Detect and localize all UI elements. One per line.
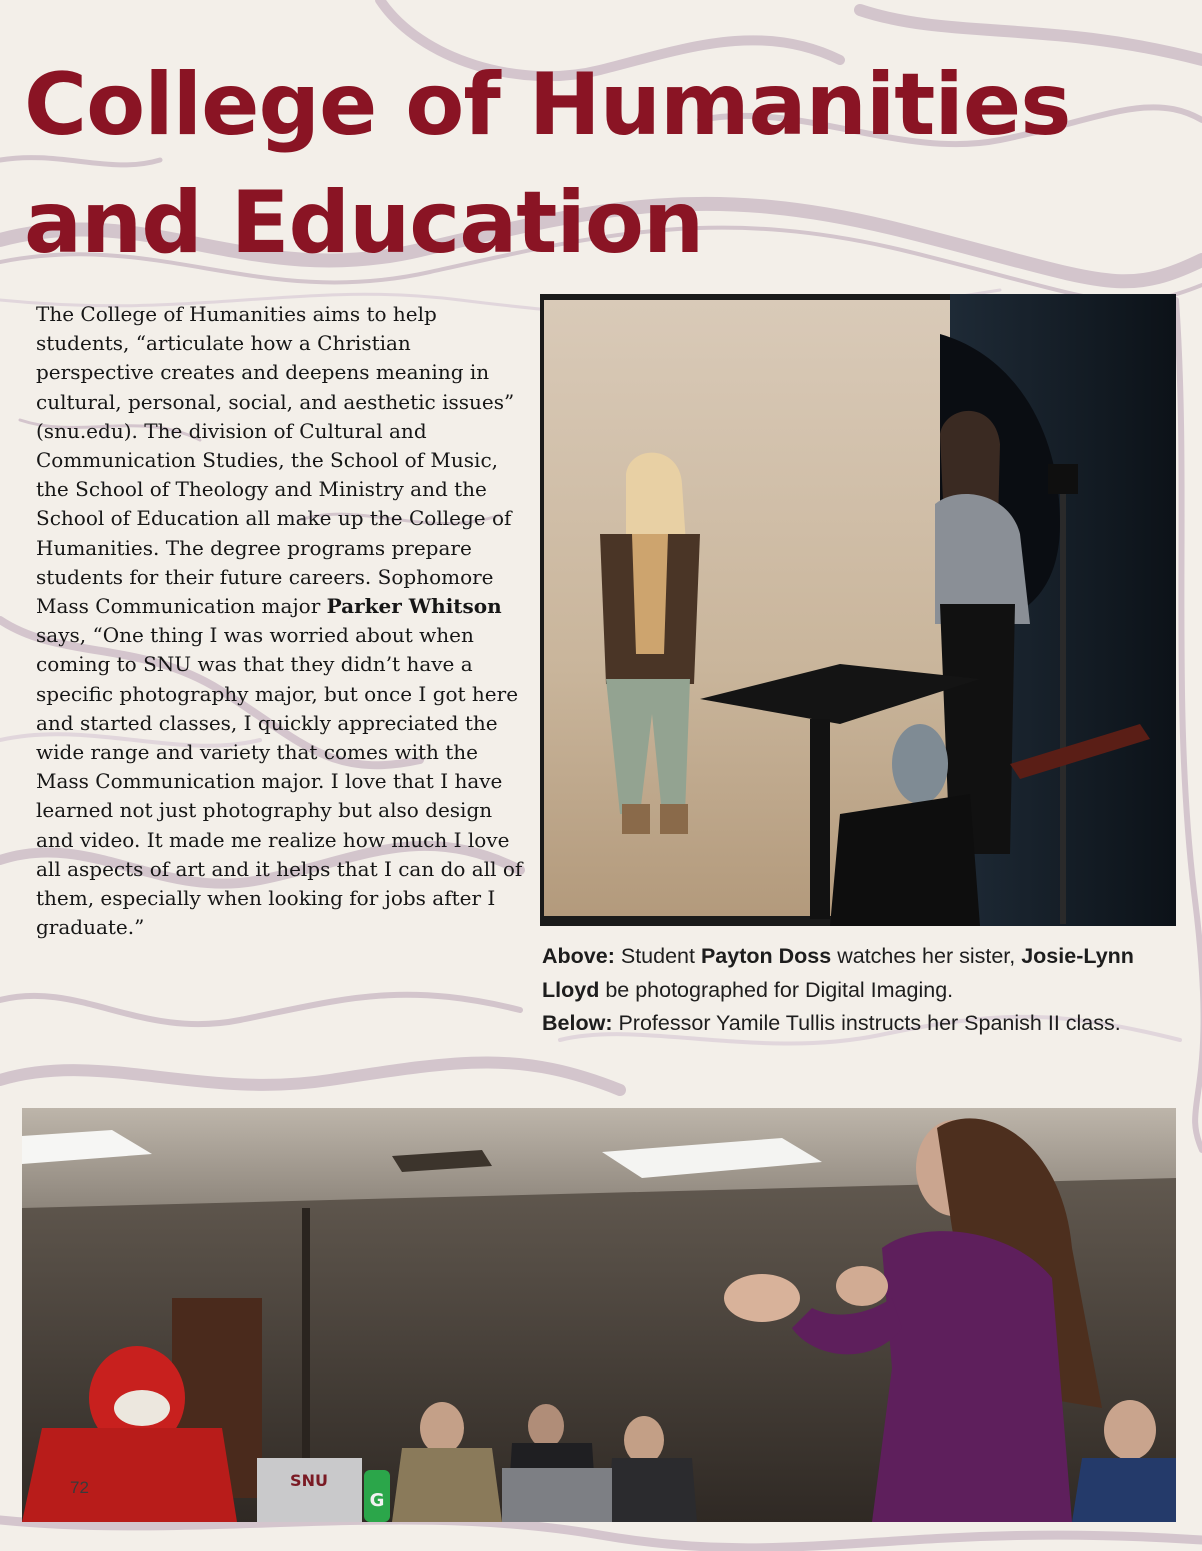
page-title [24,46,1070,282]
classroom-photo [22,1108,1176,1522]
caption-below [542,1007,1172,1041]
caption-above-text-2: watches her sister, [837,944,1016,968]
caption-above-label: Above: [542,944,615,968]
caption-above-text-1: Student [620,944,695,968]
caption-name-payton: Payton Doss [700,944,832,968]
bottle-label: G [369,1490,385,1511]
page-title-line-1: College of Humanities [24,55,1071,155]
page-title-line-2: and Education [24,173,704,273]
laptop-sticker: SNU [290,1471,328,1490]
student-name: Parker Whitson [326,594,502,619]
article-body [36,300,528,942]
caption-name-josie: Josie-Lynn Lloyd [542,944,1134,1002]
studio-photo [540,294,1176,926]
caption-above [542,940,1172,1007]
caption-below-text: Professor Yamile Tullis instructs her Spanish II class. [618,1011,1121,1035]
page-number: 72 [70,1478,89,1497]
caption-below-label: Below: [542,1011,613,1035]
caption-above-text-3: be photographed for Digital Imaging. [605,977,954,1002]
article-text-part-1: The College of Humanities aims to help students, “articulate how a Christian perspective creates and deepens meaning in cultural, personal, social, and aesthetic issues” (snu.edu). The division of Cultural and Communication Studies, the School of Music, the School of Theology and Ministry and the School of Education all make up the College of Humanities. The degree programs prepare students for their future careers. Sophomore Mass Communication major [36,302,515,619]
photo-captions [542,940,1172,1041]
article-text-part-2: says, “One thing I was worried about when coming to SNU was that they didn’t have a specific photography major, but once I got here and started classes, I quickly appreciated the wide range and variety that comes with the Mass Communication major. I love that I have learned not just photography but also design and video. It made me realize how much I love all aspects of art and it helps that I can do all of them, especially when looking for jobs after I graduate.” [36,623,523,940]
